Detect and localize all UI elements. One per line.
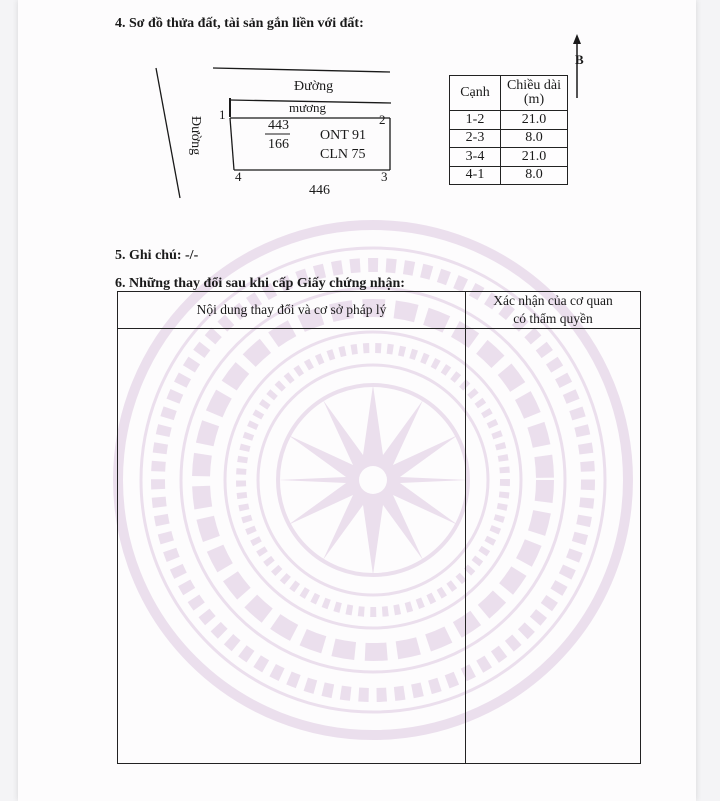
land-use-cln: CLN 75 (320, 147, 366, 162)
length-cell: 21.0 (501, 111, 568, 130)
edge-length-table (449, 75, 568, 185)
table-row (450, 129, 568, 148)
change-content-header: Nội dung thay đổi và cơ sở pháp lý (196, 302, 387, 317)
road-top-label: Đường (294, 79, 334, 94)
table-row (450, 148, 568, 167)
land-use-ont: ONT 91 (320, 128, 367, 143)
authority-header-line1: Xác nhận của cơ quan (493, 293, 613, 308)
vertex-2: 2 (379, 112, 386, 127)
parcel-number: 443 (268, 118, 289, 133)
length-cell: 8.0 (501, 166, 568, 185)
section-5-title: 5. Ghi chú: -/- (115, 248, 199, 263)
length-cell: 8.0 (501, 129, 568, 148)
table-row (450, 111, 568, 130)
ditch-label: mương (289, 100, 327, 115)
certificate-page (18, 0, 696, 801)
edge-cell: 1-2 (450, 111, 501, 130)
edge-cell: 3-4 (450, 148, 501, 167)
length-cell: 21.0 (501, 148, 568, 167)
table-row (450, 166, 568, 185)
neighbor-parcel-bottom: 446 (309, 183, 330, 198)
edge-cell: 4-1 (450, 166, 501, 185)
map-sheet-number: 166 (268, 137, 289, 152)
vertex-1: 1 (219, 107, 226, 122)
road-left-label: Đường (188, 116, 203, 156)
section-4-title: 4. Sơ đồ thửa đất, tài sản gắn liền với đất: (115, 16, 364, 31)
authority-header-line2: có thẩm quyền (513, 311, 593, 326)
edge-cell: 2-3 (450, 129, 501, 148)
changes-table (117, 291, 641, 764)
length-col-header: Chiều dài (m) (501, 76, 568, 111)
parcel-sketch (18, 0, 696, 230)
north-label: B (575, 52, 584, 67)
column-divider (465, 292, 466, 763)
vertex-3: 3 (381, 169, 388, 184)
vertex-4: 4 (235, 169, 242, 184)
edge-col-header: Cạnh (450, 76, 501, 111)
north-arrow-icon (573, 34, 581, 44)
section-6-title: 6. Những thay đổi sau khi cấp Giấy chứng nhận: (115, 276, 405, 291)
